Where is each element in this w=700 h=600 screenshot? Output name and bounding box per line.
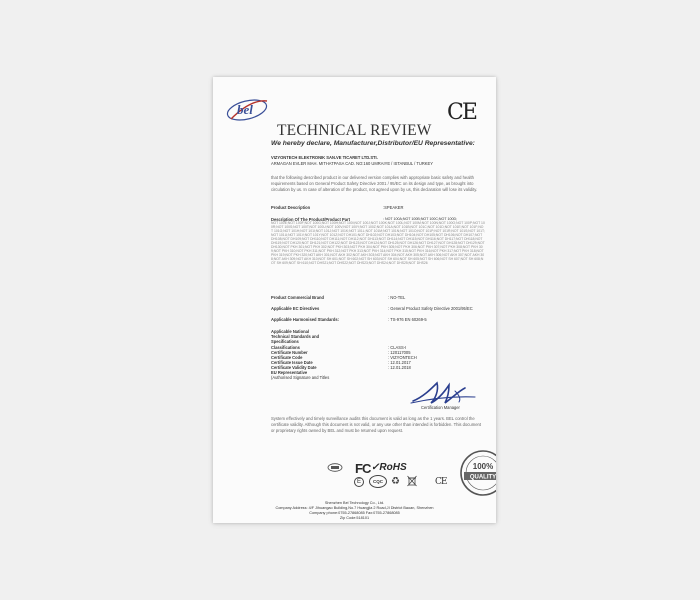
surveillance-paragraph: System effectively and timely surveillance audits this document is valid as long as the 1 years. BEL control the certificate validity. Although this document is not valid, or any use other than intended is forbidden. This document or proprietary rights owned by BEL and must be returned upon request.	[271, 416, 482, 433]
issue-date-value: : 12.01.2017	[388, 360, 411, 365]
document-title: TECHNICAL REVIEW	[277, 122, 432, 139]
national-standards-label-3: Specifications	[271, 339, 299, 344]
authorised-signature-label: (Authorised Signature and Titles	[271, 375, 330, 380]
ce-small-logo: CE	[435, 477, 447, 487]
certificate-number-value: : 120117005	[388, 350, 411, 355]
product-description-label: Product Description	[271, 205, 311, 210]
certificate-number-label: Certificate Number	[271, 350, 308, 355]
issue-date-label: Certificate Issue Date	[271, 360, 313, 365]
certificate-document	[213, 77, 496, 523]
certification-manager-label: Certification Manager	[421, 405, 460, 410]
product-part-value: : NOT 100A;NOT 100B;NOT 100C;NOT 100D;	[383, 217, 458, 221]
national-standards-label-2: Technical Standards and	[271, 334, 320, 339]
validity-date-value: : 12.01.2018	[388, 365, 411, 370]
ec-directives-value: : General Product Safety Directive 2001/95/EC	[388, 306, 473, 311]
product-part-label: Description Of The Product/Product Part	[271, 217, 350, 222]
footer-company-address: Company Address: 4/F Jihuangao Building,No.7 Huangjia 2 Road,JI District Baoan, Shenzhen	[275, 506, 434, 510]
classifications-value: : CLASS-I	[388, 345, 407, 350]
e-mark-logo: E	[354, 477, 364, 487]
intro-paragraph: that the following described product in our delivered version complies with appropriate basic safety and health requirements based on General Product Safety Directive 2001 / 95/EC on its design and type, as brought into circulation by us. In case of alteration of the product, not agreed upon by us, this declaration will lose its validity.	[271, 175, 478, 192]
quality-stamp-logo	[458, 448, 496, 498]
svg-text:bel: bel	[237, 102, 253, 117]
signature-image	[409, 379, 479, 407]
fc-logo: FC	[355, 461, 371, 476]
etl-listed-logo	[327, 463, 343, 472]
bel-logo	[225, 93, 271, 125]
harmonised-standards-label: Applicable Harmonised Standards:	[271, 317, 340, 322]
validity-date-label: Certificate Validity Date	[271, 365, 317, 370]
rohs-logo: ✓RoHS	[371, 462, 407, 473]
cqc-logo: CQC	[369, 475, 387, 488]
declaration-line: We hereby declare, Manufacturer,Distributor/EU Representative:	[271, 140, 475, 147]
product-description-value: :SPEAKER	[383, 205, 404, 210]
footer-company-phone: Company phone:0755-27868085 Fax:0755-27868085	[309, 511, 400, 515]
ec-directives-label: Applicable EC Directives	[271, 306, 320, 311]
classifications-label: Classifications	[271, 345, 300, 350]
company-name: VIZYONTECH ELEKTRONIK SAN.VE TICARET LTD.STI.	[271, 155, 378, 160]
brand-value: : NO-TEL	[388, 295, 406, 300]
certificate-code-value: : VIZYONTECH	[388, 355, 417, 360]
harmonised-standards-value: : TS-976 EN 60269-5	[388, 317, 427, 322]
company-address: ARMAGAN EVLER MAH. MITHATPASA CAD. NO:160 UMRAIYE / ISTANBUL / TURKEY	[271, 161, 433, 166]
national-standards-label-1: Applicable National	[271, 329, 309, 334]
eu-representative-label: EU Representative	[271, 370, 308, 375]
svg-text:QUALITY: QUALITY	[469, 474, 497, 481]
svg-text:100%: 100%	[472, 462, 494, 471]
footer-zip-code: Zip Code:518101	[339, 516, 370, 520]
recycle-icon: ♻	[391, 476, 400, 487]
footer-company-name: Shenzhen Bel Technology Co., Ltd.	[324, 501, 385, 505]
brand-label: Product Commercial Brand	[271, 295, 325, 300]
ce-mark-logo: CE	[447, 100, 476, 125]
certificate-code-label: Certificate Code	[271, 355, 303, 360]
product-part-list: NOT 100E;NOT 100F;NOT 100G;NOT 100H;NOT 100I;NOT 100J;NOT 100K;NOT 100L;NOT 100M;NOT 100N;NOT 100O;NOT 100P;NOT 100R;NOT 100S;NOT 100T;NOT 100U;NOT 100V;NOT 100Y;NOT 100Z;NOT 101A;NOT 101B;NOT 101C;NOT 101D;NOT 101E;NOT 101F;NOT 101G;NOT 101H;NOT 101I;NOT 101J;NOT 101K;NOT 101L;NOT 101M;NOT 101N;NOT 101O;NOT 101P;NOT 101R;NOT 101S;NOT 101T;NOT 101U;NOT 101V;NOT 101Y;NOT 101Z;NOT DH101;NOT DH102;NOT DH103;NOT DH104;NOT DH105;NOT DH106;NOT DH107;NOT DH108;NOT DH109;NOT DH110;NOT DH111;NOT DH112;NOT DH113;NOT DH114;NOT DH115;NOT DH116;NOT DH117;NOT DH118;NOT DH119;NOT DH120;NOT DH121;NOT DH122;NOT DH123;NOT DH124;NOT DH125;NOT DH126;NOT DH127;NOT DH128;NOT DH129;NOT DH130;NOT PKH 301;NOT PKH 302;NOT PKH 303;NOT PKH 304;NOT PKH 305;NOT PKH 306;NOT PKH 307;NOT PKH 308;NOT PKH 309;NOT PKH 310;NOT PKH 311;NOT PKH 312;NOT PKH 313;NOT PKH 314;NOT PKH 315;NOT PKH 316;NOT PKH 317;NOT PKH 318;NOT PKH 319;NOT PKH 320;NOT AKH 301;NOT AKH 302;NOT AKH 303;NOT AKH 304;NOT AKH 305;NOT AKH 306;NOT AKH 307;NOT AKH 308;NOT AKH 309;NOT AKH 310;NOT SH 601;NOT SH 602;NOT SH 603;NOT SH 604;NOT SH 605;NOT SH 606;NOT SH 607;NOT SH 608;NOT SH 609;NOT SH 610;NOT DHS21;NOT DHS22;NOT DHS23;NOT DHS24;NOT DHS25;NOT DHS26	[271, 221, 485, 265]
weee-bin-icon	[407, 475, 417, 487]
